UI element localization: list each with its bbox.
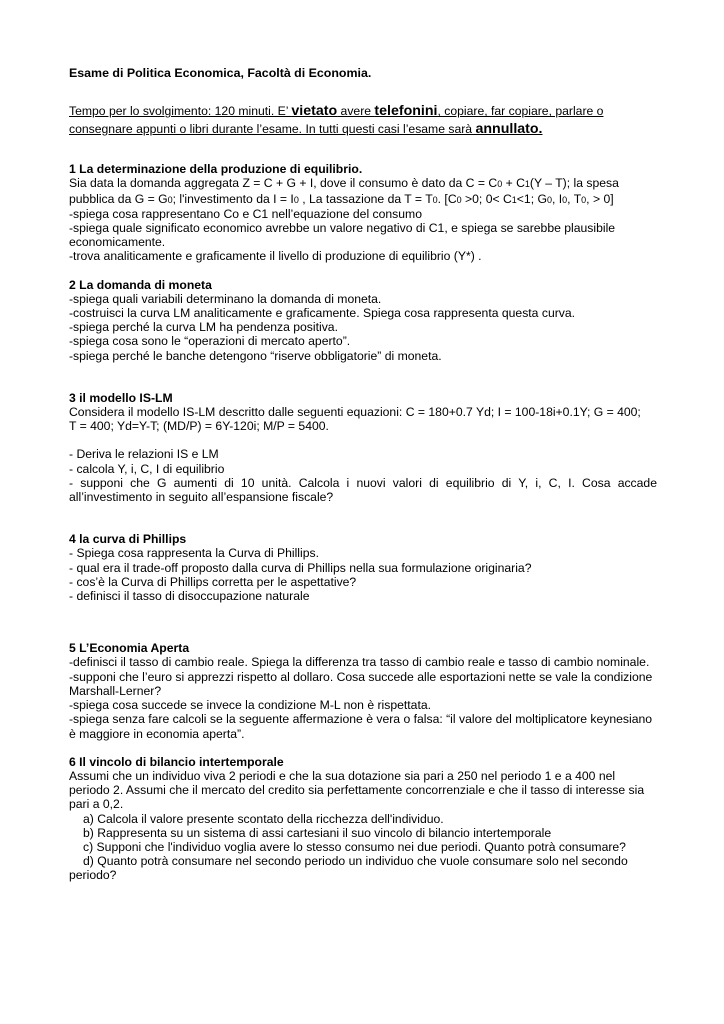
question-text: - Spiega cosa rappresenta la Curva di Phillips. — [69, 546, 319, 561]
question-text: -costruisci la curva LM analiticamente e graficamente. Spiega cosa rappresenta questa curva. — [69, 306, 576, 321]
question-text: Marshall-Lerner? — [69, 683, 162, 698]
question-text: -supponi che l’euro si apprezzi rispetto al dollaro. Cosa succede alle esportazioni nette se vale la condizione — [69, 669, 653, 684]
question-text: -spiega cosa rappresentano Co e C1 nell’equazione del consumo — [69, 206, 422, 221]
question-text: periodo 2. Assumi che il mercato del credito sia perfettamente concorrenziale e che il tasso di interesse sia — [69, 783, 645, 798]
exam-rules-notice — [69, 103, 657, 138]
question-heading: 4 la curva di Phillips — [69, 532, 187, 547]
question-text: è maggiore in economia aperta”. — [69, 726, 245, 741]
question-text: -spiega quali variabili determinano la domanda di moneta. — [69, 291, 382, 306]
question-text: -definisci il tasso di cambio reale. Spiega la differenza tra tasso di cambio reale e tasso di cambio nominale. — [69, 655, 650, 670]
rules-emphasis: telefonini — [374, 103, 438, 120]
question-1 — [69, 162, 657, 263]
question-item: b) Rappresenta su un sistema di assi cartesiani il suo vincolo di bilancio intertemporale — [83, 825, 552, 840]
question-text: Considera il modello IS-LM descritto dalle seguenti equazioni: C = 180+0.7 Yd; I = 100-18i+0.1Y; G = 400; — [69, 405, 641, 420]
question-text: -spiega cosa sono le “operazioni di mercato aperto”. — [69, 334, 351, 349]
rules-emphasis: annullato. — [475, 120, 543, 137]
question-item: a) Calcola il valore presente scontato della ricchezza dell'individuo. — [83, 811, 444, 826]
spacer — [69, 433, 657, 447]
exam-title: Esame di Politica Economica, Facoltà di Economia. — [69, 66, 372, 80]
rules-text: Tempo per lo svolgimento: 120 minuti. E’ — [69, 104, 292, 119]
question-text: pubblica da G = G0; l'investimento da I = I0 , La tassazione da T = T0. [C0 >0; 0< C1<1; G0, I0, T0, > 0] — [69, 191, 614, 206]
question-heading: 2 La domanda di moneta — [69, 277, 212, 292]
question-text: - Deriva le relazioni IS e LM — [69, 447, 219, 462]
question-text: Assumi che un individuo viva 2 periodi e che la sua dotazione sia pari a 250 nel periodo 1 e a 400 nel — [69, 768, 616, 783]
question-heading: 3 il modello IS-LM — [69, 390, 173, 405]
question-heading: 1 La determinazione della produzione di equilibrio. — [69, 162, 363, 177]
question-text: periodo? — [69, 868, 117, 883]
question-text: -spiega quale significato economico avrebbe un valore negativo di C1, e spiega se sarebbe plausibile — [69, 221, 616, 236]
question-text: -spiega perché la curva LM ha pendenza positiva. — [69, 320, 338, 335]
question-item: d) Quanto potrà consumare nel secondo periodo un individuo che vuole consumare solo nel secondo — [83, 854, 628, 869]
question-text: all’investimento in seguito all’espansione fiscale? — [69, 490, 334, 505]
question-text: - supponi che G aumenti di 10 unità. Calcola i nuovi valori di equilibrio di Y, i, C, I. Cosa accade — [69, 475, 657, 490]
question-text: -spiega perché le banche detengono “riserve obbligatorie” di moneta. — [69, 348, 442, 363]
question-3 — [69, 391, 657, 504]
exam-page — [69, 66, 657, 897]
question-text: Sia data la domanda aggregata Z = C + G + I, dove il consumo è dato da C = C0 + C1(Y – T); la spesa — [69, 176, 619, 191]
rules-text: avere — [337, 104, 375, 119]
question-6 — [69, 755, 657, 883]
question-text: - definisci il tasso di disoccupazione naturale — [69, 589, 310, 604]
question-text: pari a 0,2. — [69, 797, 124, 812]
question-text: T = 400; Yd=Y-T; (MD/P) = 6Y-120i; M/P = 5400. — [69, 419, 329, 434]
question-text: - calcola Y, i, C, I di equilibrio — [69, 461, 225, 476]
rules-text: consegnare appunti o libri durante l’esame. In tutti questi casi l’esame sarà — [69, 121, 476, 136]
question-5 — [69, 641, 657, 740]
question-4 — [69, 532, 657, 603]
question-heading: 6 Il vincolo di bilancio intertemporale — [69, 754, 284, 769]
question-heading: 5 L’Economia Aperta — [69, 641, 190, 656]
question-text: -spiega cosa succede se invece la condizione M-L non è rispettata. — [69, 698, 431, 713]
rules-emphasis: vietato — [291, 103, 338, 120]
question-2 — [69, 278, 657, 363]
question-text: -trova analiticamente e graficamente il livello di produzione di equilibrio (Y*) . — [69, 249, 482, 264]
rules-text: , copiare, far copiare, parlare o — [437, 104, 604, 119]
question-text: - qual era il trade-off proposto dalla curva di Phillips nella sua formulazione originaria? — [69, 560, 532, 575]
question-item: c) Supponi che l'individuo voglia avere lo stesso consumo nei due periodi. Quanto potrà consumare? — [83, 839, 626, 854]
question-text: -spiega senza fare calcoli se la seguente affermazione è vera o falsa: “il valore del moltiplicatore keynesiano — [69, 712, 653, 727]
question-text: economicamente. — [69, 235, 166, 250]
question-text: - cos’è la Curva di Phillips corretta per le aspettative? — [69, 574, 357, 589]
